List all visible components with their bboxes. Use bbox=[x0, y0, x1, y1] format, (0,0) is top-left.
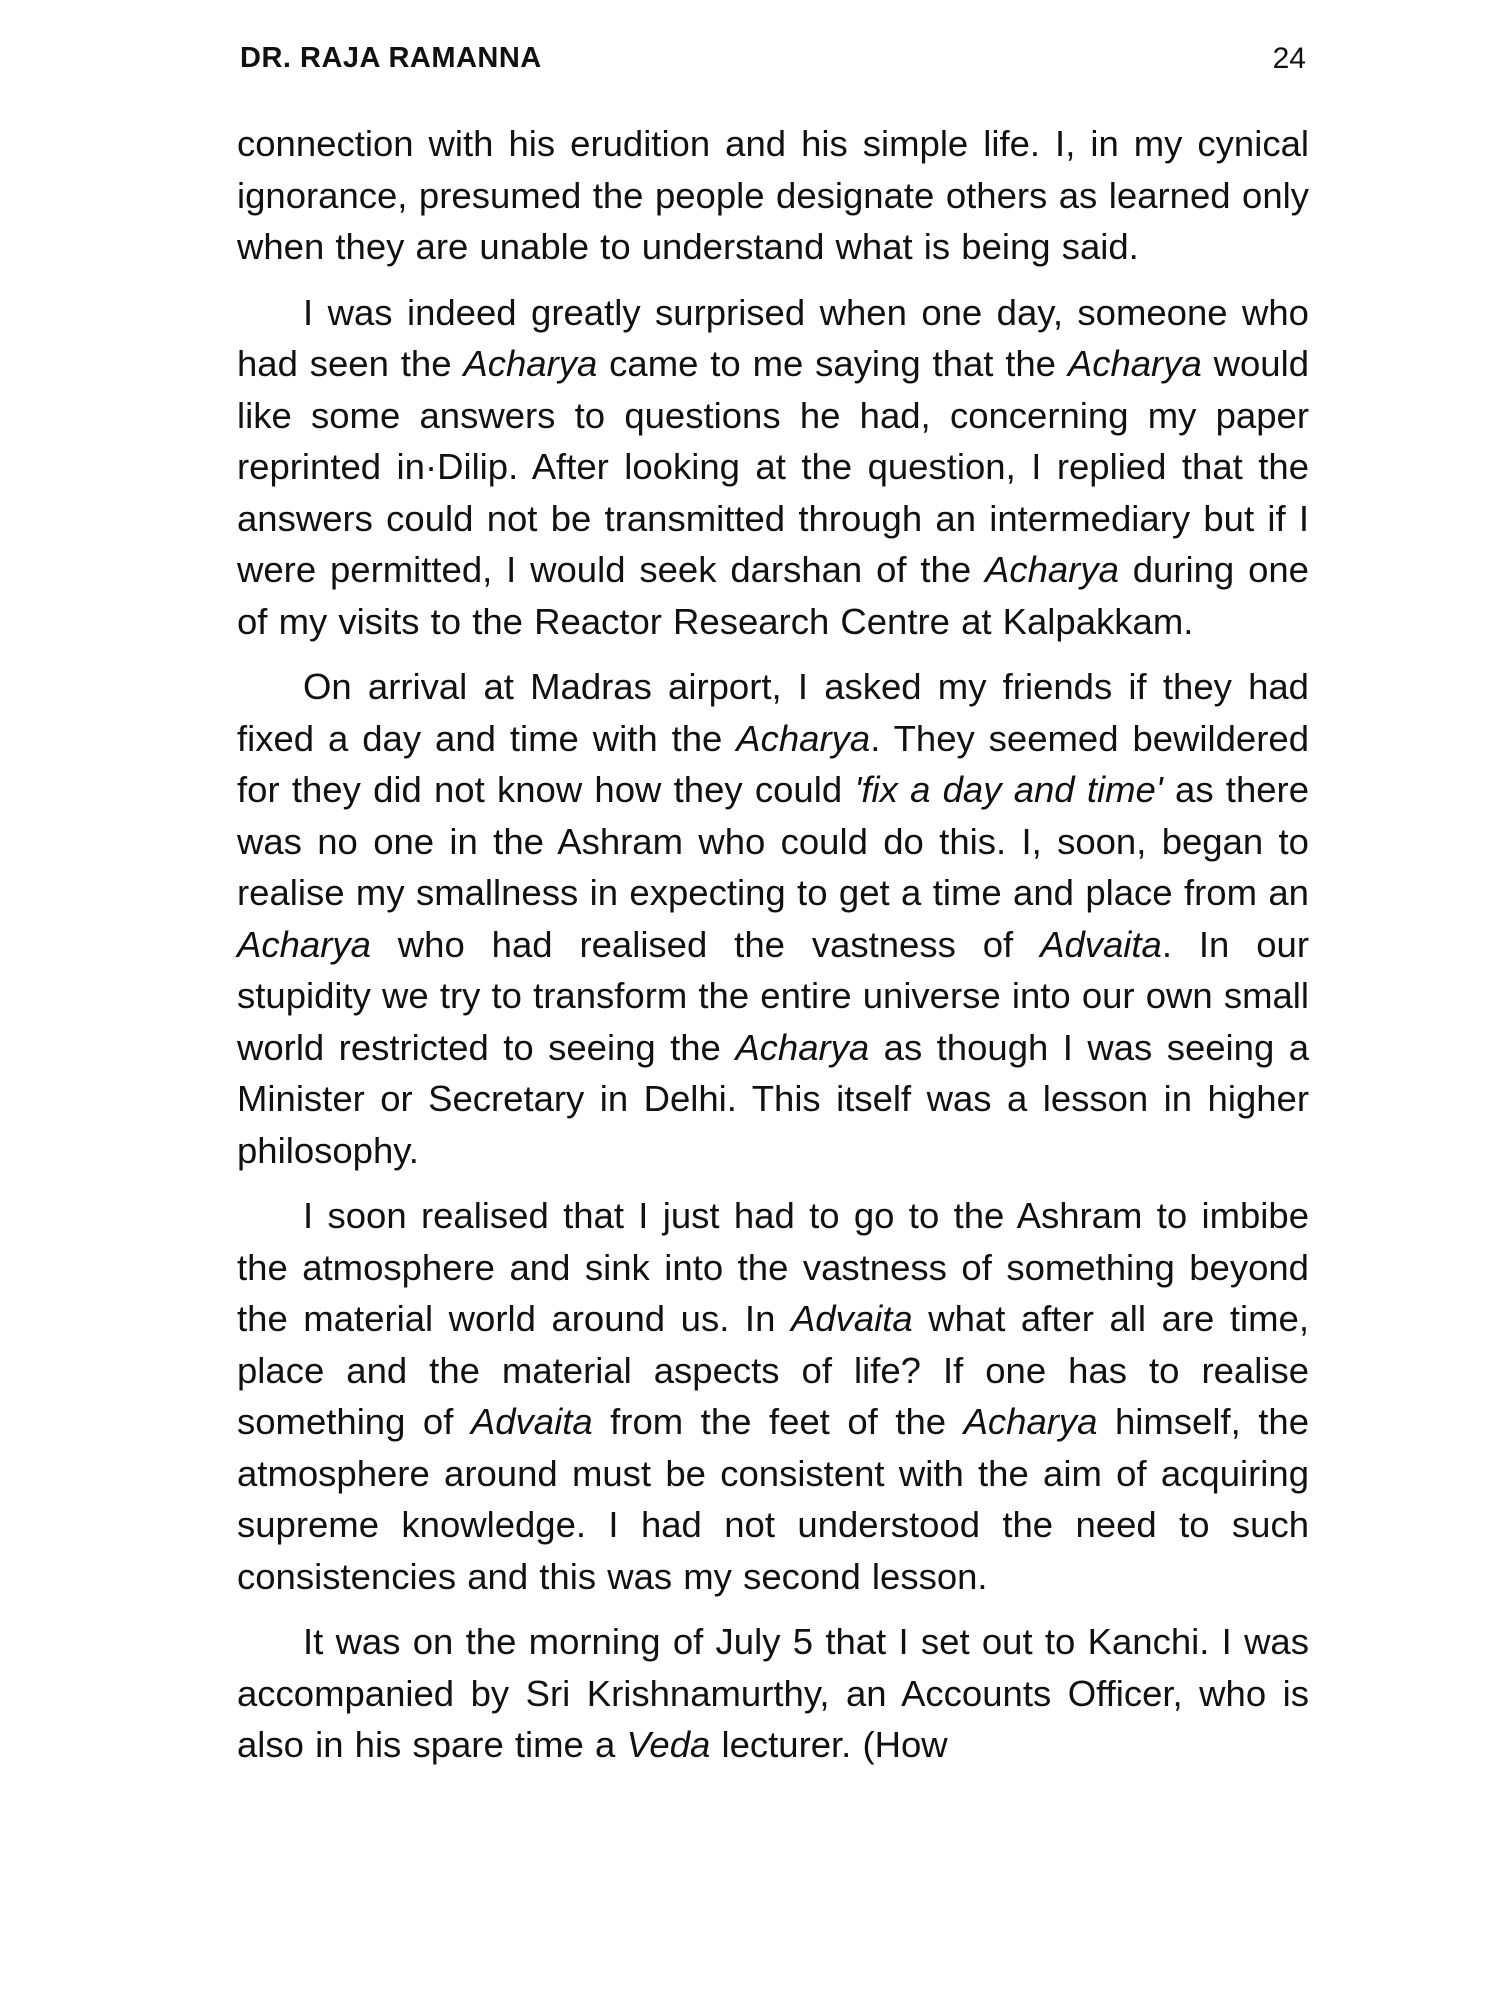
text-segment: I soon realised that I just had to go to the Ashram to imbibe the atmosphere and sink into the vastness of something beyond the material world around us. In bbox=[237, 1195, 1309, 1339]
italic-text-segment: Acharya bbox=[237, 923, 371, 965]
running-header bbox=[240, 42, 1306, 90]
text-segment: from the feet of the bbox=[592, 1401, 964, 1442]
italic-text-segment: Acharya bbox=[463, 343, 598, 384]
paragraph bbox=[237, 1616, 1309, 1771]
text-segment: who had realised the vastness of bbox=[370, 923, 1041, 965]
text-segment: lecturer. (How bbox=[710, 1724, 948, 1765]
text-segment: On arrival at Madras airport, I asked my friends if they had fixed a day and time with the bbox=[237, 666, 1309, 759]
italic-text-segment: Advaita bbox=[1040, 923, 1162, 965]
paragraph bbox=[237, 1190, 1309, 1602]
italic-text-segment: Acharya bbox=[736, 717, 871, 759]
text-segment: during one of my visits to the Reactor Research Centre at Kalpakkam. bbox=[237, 549, 1309, 642]
italic-text-segment: Acharya bbox=[1067, 343, 1202, 384]
italic-text-segment: Advaita bbox=[790, 1298, 913, 1339]
text-segment: came to me saying that the bbox=[597, 343, 1068, 384]
page-number: 24 bbox=[1272, 42, 1306, 75]
paragraph bbox=[237, 287, 1309, 648]
italic-text-segment: Acharya bbox=[984, 549, 1119, 590]
text-segment: what after all are time, place and the material aspects of life? If one has to realise something of bbox=[237, 1298, 1309, 1442]
text-segment: I was indeed greatly surprised when one day, someone who had seen the bbox=[237, 291, 1309, 384]
italic-text-segment: 'fix a day and time' bbox=[854, 769, 1163, 810]
text-segment: . In our stupidity we try to transform the entire universe into our own small world restricted to seeing the bbox=[237, 923, 1309, 1068]
text-segment: connection with his erudition and his simple life. I, in my cynical ignorance, presumed the people designate others as learned only when they are unable to understand what is being said. bbox=[237, 123, 1309, 267]
text-segment: himself, the atmosphere around must be consistent with the aim of acquiring supreme knowledge. I had not understood the need to such consistencies and this was my second lesson. bbox=[237, 1401, 1310, 1597]
running-head-author: DR. RAJA RAMANNA bbox=[240, 42, 542, 74]
text-segment: as there was no one in the Ashram who could do this. I, soon, began to realise my smallness in expecting to get a time and place from an bbox=[237, 769, 1310, 913]
text-segment: as though I was seeing a Minister or Secretary in Delhi. This itself was a lesson in higher philosophy. bbox=[237, 1026, 1309, 1171]
italic-text-segment: Veda bbox=[626, 1724, 711, 1765]
text-segment: would like some answers to questions he had, concerning my paper reprinted in·Dilip. After looking at the question, I replied that the answers could not be transmitted through an intermediary but if I were permitted, I would seek darshan of the bbox=[237, 343, 1309, 590]
paragraph bbox=[237, 118, 1309, 273]
italic-text-segment: Acharya bbox=[735, 1026, 870, 1068]
text-segment: . They seemed bewildered for they did not know how they could bbox=[237, 717, 1309, 810]
italic-text-segment: Advaita bbox=[470, 1401, 593, 1442]
text-segment: It was on the morning of July 5 that I set out to Kanchi. I was accompanied by Sri Krishnamurthy, an Accounts Officer, who is also in his spare time a bbox=[237, 1621, 1309, 1765]
paragraph bbox=[237, 661, 1309, 1176]
italic-text-segment: Acharya bbox=[963, 1401, 1098, 1442]
body-text bbox=[237, 118, 1309, 1785]
